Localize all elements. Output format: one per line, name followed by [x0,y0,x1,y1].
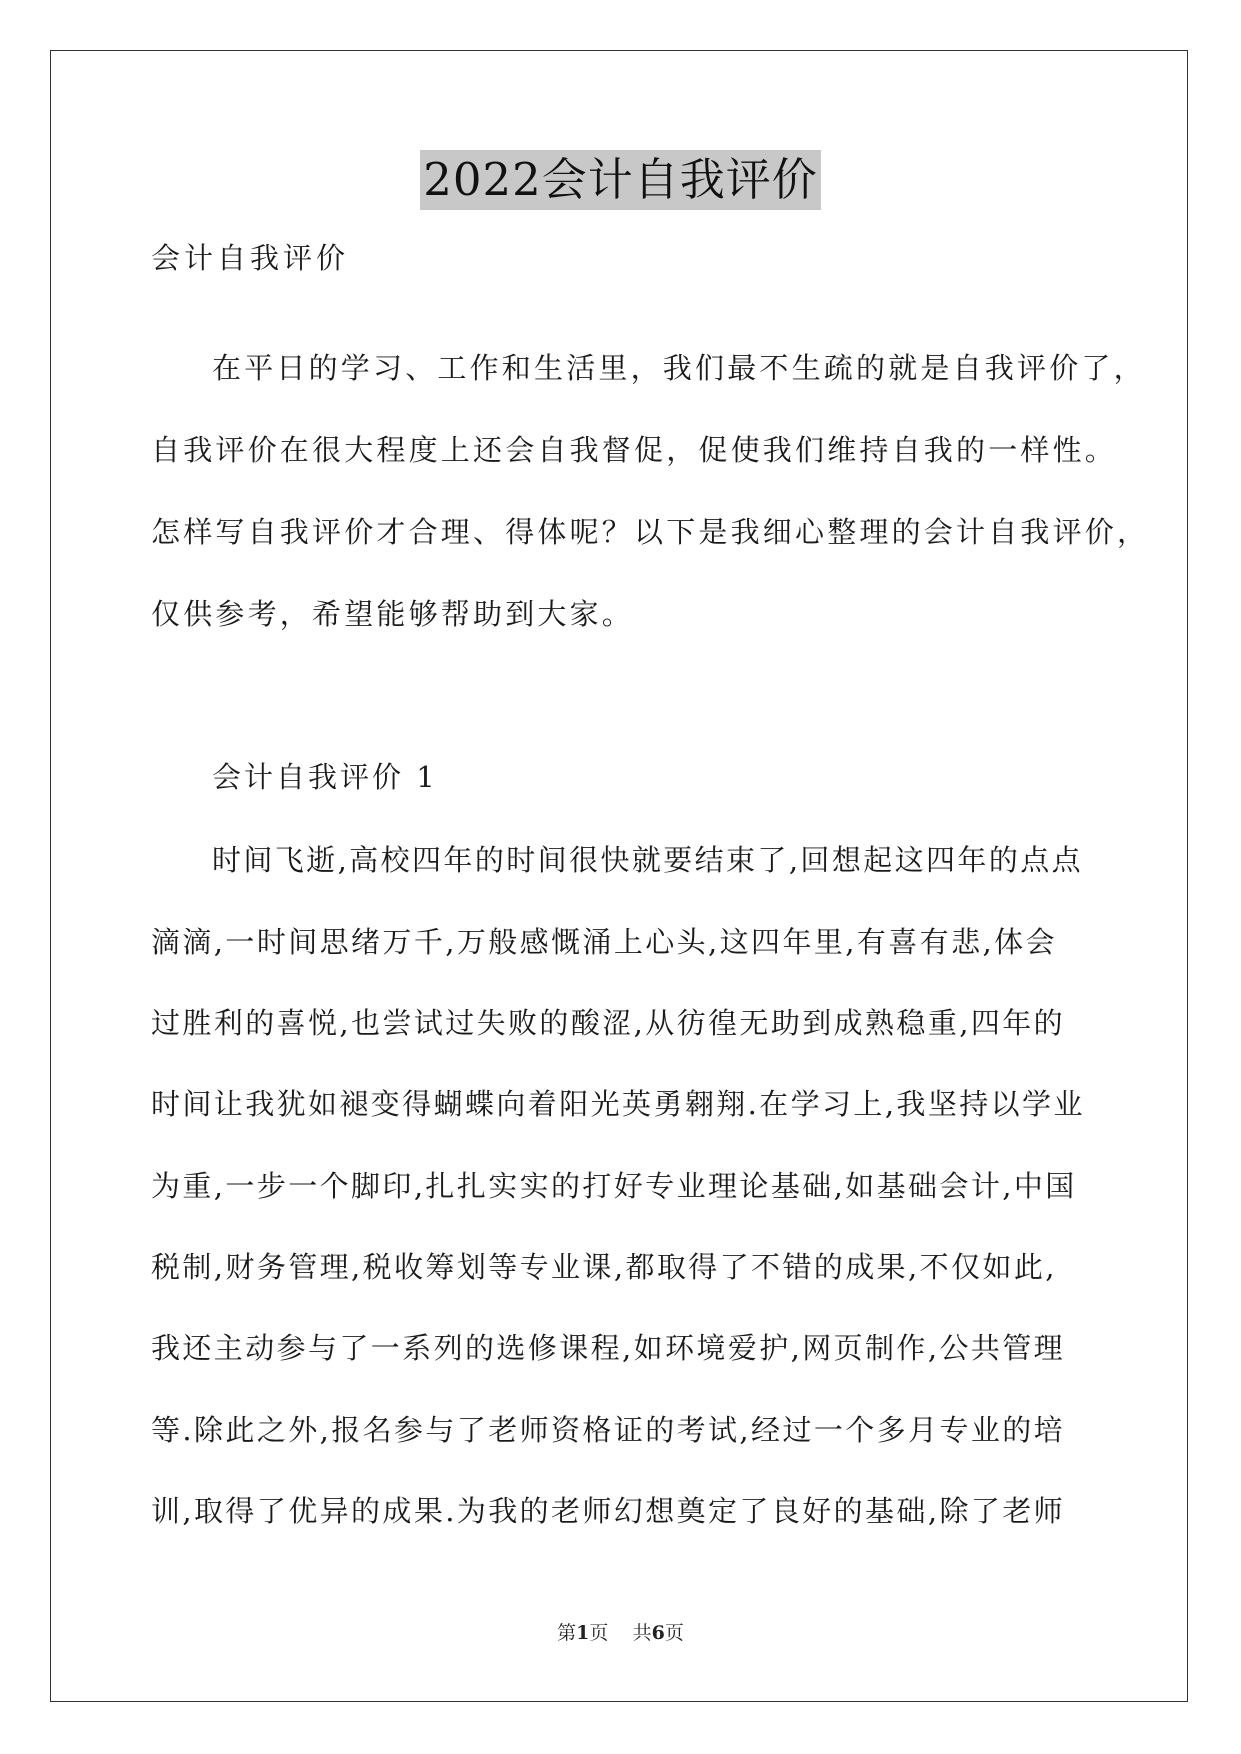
intro-line: 在平日的学习、工作和生活里，我们最不生疏的就是自我评价了， [212,351,1146,385]
page-number: 1 [576,1622,590,1644]
section-line: 为重,一步一个脚印,扎扎实实的打好专业理论基础,如基础会计,中国 [151,1169,1077,1203]
total-suffix: 页 [664,1622,684,1644]
section-line: 训,取得了优异的成果.为我的老师幻想奠定了良好的基础,除了老师 [151,1494,1066,1528]
section-line: 时间让我犹如褪变得蝴蝶向着阳光英勇翱翔.在学习上,我坚持以学业 [151,1087,1085,1121]
intro-line: 自我评价在很大程度上还会自我督促，促使我们维持自我的一样性。 [151,433,1118,467]
title-container [0,150,1241,210]
page-prefix: 第 [557,1622,577,1644]
section-line: 等.除此之外,报名参与了老师资格证的考试,经过一个多月专业的培 [151,1413,1066,1447]
document-subtitle: 会计自我评价 [151,241,350,275]
intro-line: 仅供参考，希望能够帮助到大家。 [151,597,635,631]
total-prefix: 共 [632,1622,652,1644]
page-footer [0,1620,1241,1646]
total-pages: 6 [651,1622,665,1644]
section-line: 过胜利的喜悦,也尝试过失败的酸涩,从彷徨无助到成熟稳重,四年的 [151,1006,1066,1040]
section-line: 滴滴,一时间思绪万千,万般感慨涌上心头,这四年里,有喜有悲,体会 [151,925,1057,959]
section-heading: 会计自我评价 1 [212,760,438,794]
document-title: 2022会计自我评价 [420,150,821,210]
page-suffix: 页 [589,1622,609,1644]
intro-line: 怎样写自我评价才合理、得体呢？以下是我细心整理的会计自我评价， [151,515,1150,549]
section-line: 时间飞逝,高校四年的时间很快就要结束了,回想起这四年的点点 [212,843,1084,877]
section-line: 税制,财务管理,税收筹划等专业课,都取得了不错的成果,不仅如此, [151,1250,1057,1284]
section-line: 我还主动参与了一系列的选修课程,如环境爱护,网页制作,公共管理 [151,1331,1066,1365]
